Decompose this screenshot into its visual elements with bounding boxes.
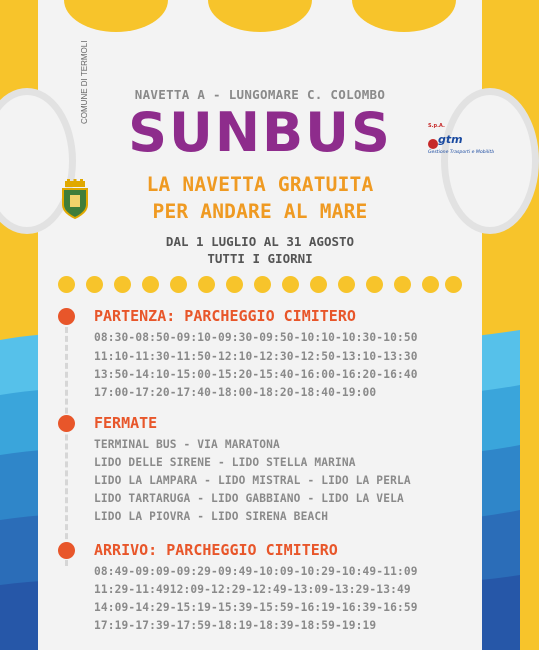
divider-dot	[282, 276, 299, 293]
departure-times-row: 08:30-08:50-09:10-09:30-09:50-10:10-10:30-10:50	[94, 331, 418, 344]
svg-text:S.p.A.: S.p.A.	[428, 123, 445, 129]
divider-dot	[114, 276, 131, 293]
divider-dot	[394, 276, 411, 293]
stops-row: LIDO TARTARUGA - LIDO GABBIANO - LIDO LA VELA	[94, 492, 404, 505]
stops-row: LIDO DELLE SIRENE - LIDO STELLA MARINA	[94, 456, 356, 469]
divider-dot	[58, 276, 75, 293]
gtm-subtitle: Gestione Trasporti e Mobilità	[428, 150, 494, 155]
comune-label: COMUNE DI TERMOLI	[80, 40, 89, 124]
divider-dot	[254, 276, 271, 293]
divider-dot	[142, 276, 159, 293]
dates-line-1: DAL 1 LUGLIO AL 31 AGOSTO	[165, 234, 355, 249]
navetta-label: NAVETTA A - LUNGOMARE C. COLOMBO	[134, 87, 386, 102]
stops-title: FERMATE	[94, 414, 158, 432]
departure-marker	[58, 308, 75, 325]
departure-title: PARTENZA: PARCHEGGIO CIMITERO	[94, 307, 356, 325]
divider-dot	[198, 276, 215, 293]
arrival-times-row: 08:49-09:09-09:29-09:49-10:09-10:29-10:49-11:09	[94, 565, 418, 578]
gtm-brand: gtm	[438, 133, 463, 146]
dates-line-2: TUTTI I GIORNI	[207, 251, 313, 266]
divider-dot	[445, 276, 462, 293]
divider-dot	[170, 276, 187, 293]
divider-dot	[86, 276, 103, 293]
departure-times-row: 11:10-11:30-11:50-12:10-12:30-12:50-13:10-13:30	[94, 350, 418, 363]
route-timeline	[65, 318, 68, 566]
divider-dot	[310, 276, 327, 293]
scallop-notch	[64, 0, 168, 32]
dot-divider	[58, 276, 462, 294]
scallop-notch	[208, 0, 312, 32]
tagline-line-2: PER ANDARE AL MARE	[152, 200, 368, 223]
departure-times-row: 17:00-17:20-17:40-18:00-18:20-18:40-19:00	[94, 386, 377, 399]
divider-dot	[422, 276, 439, 293]
divider-dot	[338, 276, 355, 293]
divider-dot	[226, 276, 243, 293]
page-title: SUNBUS	[128, 101, 392, 164]
tagline-line-1: LA NAVETTA GRATUITA	[146, 173, 374, 196]
arrival-times-row: 14:09-14:29-15:19-15:39-15:59-16:19-16:39-16:59	[94, 601, 418, 614]
stops-row: TERMINAL BUS - VIA MARATONA	[94, 438, 280, 451]
departure-times-row: 13:50-14:10-15:00-15:20-15:40-16:00-16:20-16:40	[94, 368, 418, 381]
stops-row: LIDO LA LAMPARA - LIDO MISTRAL - LIDO LA PERLA	[94, 474, 411, 487]
divider-dot	[366, 276, 383, 293]
ticket-card	[38, 0, 494, 650]
scallop-notch	[352, 0, 456, 32]
stops-row: LIDO LA PIOVRA - LIDO SIRENA BEACH	[94, 510, 329, 523]
arrival-times-row: 11:29-11:4912:09-12:29-12:49-13:09-13:29-13:49	[94, 583, 411, 596]
arrival-marker	[58, 542, 75, 559]
arrival-times-row: 17:19-17:39-17:59-18:19-18:39-18:59-19:19	[94, 619, 377, 632]
stops-marker	[58, 415, 75, 432]
arrival-title: ARRIVO: PARCHEGGIO CIMITERO	[94, 541, 338, 559]
